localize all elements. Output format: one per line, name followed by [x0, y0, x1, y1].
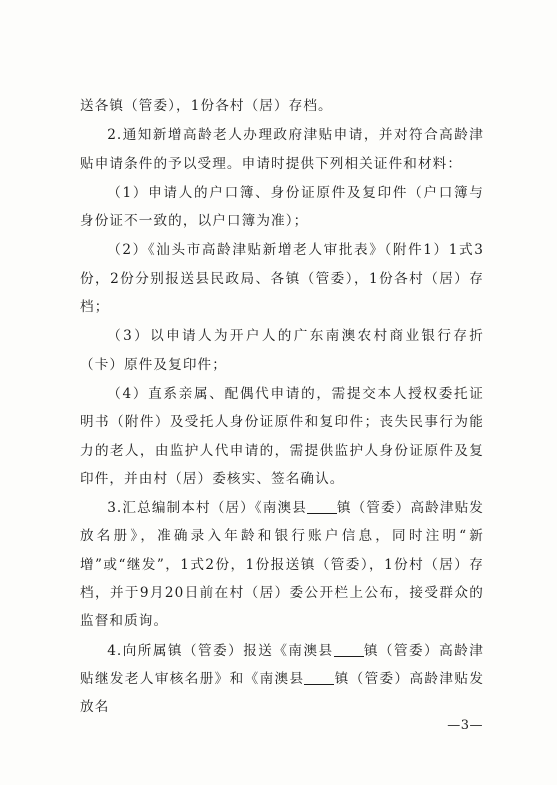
- paragraph-text: 2.通知新增高龄老人办理政府津贴申请，并对符合高龄津贴申请条件的予以受理。申请时提供下列相关证件和材料：: [80, 127, 484, 172]
- paragraph-p2: [80, 121, 484, 178]
- paragraph-text: （4）直系亲属、配偶代申请的，需提交本人授权委托证明书（附件）及受托人身份证原件和复印件；丧失民事行为能力的老人，由监护人代申请的，需提供监护人身份证原件及复印件，并由村（居）委核实、签名确认。: [80, 385, 484, 487]
- paragraph-p4: [80, 236, 484, 321]
- paragraph-p8: [80, 637, 484, 722]
- paragraph-p7: [80, 494, 484, 635]
- paragraph-text: 镇（管委）高龄津贴发放名: [80, 670, 485, 716]
- paragraph-p5: [80, 322, 484, 379]
- paragraph-text: 3.汇总编制本村（居）《南澳县: [107, 500, 307, 517]
- body-text: [80, 92, 484, 723]
- paragraph-text: 4.向所属镇（管委）报送《南澳县: [107, 642, 334, 659]
- page-number: —3—: [447, 718, 483, 733]
- paragraph-text: 镇（管委）高龄津贴发放名册》，准确录入年龄和银行账户信息，同时注明“新增”或“继发”，1式2份，1份报送镇（管委），1份村（居）存档，并于9月20日前在村（居）委公开栏上公布，接受群众的监督和质询。: [80, 500, 485, 630]
- paragraph-text: （1）申请人的户口簿、身份证原件及复印件（户口簿与身份证不一致的，以户口簿为准）；: [80, 184, 484, 230]
- paragraph-p1: [80, 92, 484, 120]
- paragraph-p6: [80, 380, 484, 493]
- paragraph-p3: [80, 179, 484, 236]
- paragraph-text: （2）《汕头市高龄津贴新增老人审批表》（附件1）1式3份，2份分别报送县民政局、各镇（管委），1份各村（居）存档；: [80, 242, 484, 316]
- fill-in-blank: [304, 670, 334, 685]
- fill-in-blank: [307, 500, 337, 515]
- paragraph-text: （3）以申请人为开户人的广东南澳农村商业银行存折（卡）原件及复印件；: [80, 328, 484, 373]
- paragraph-text: 送各镇（管委），1份各村（居）存档。: [80, 98, 333, 114]
- paragraph-text: 镇（管委）高龄津贴继发老人审核名册》和《南澳县: [80, 642, 484, 687]
- fill-in-blank: [334, 642, 364, 657]
